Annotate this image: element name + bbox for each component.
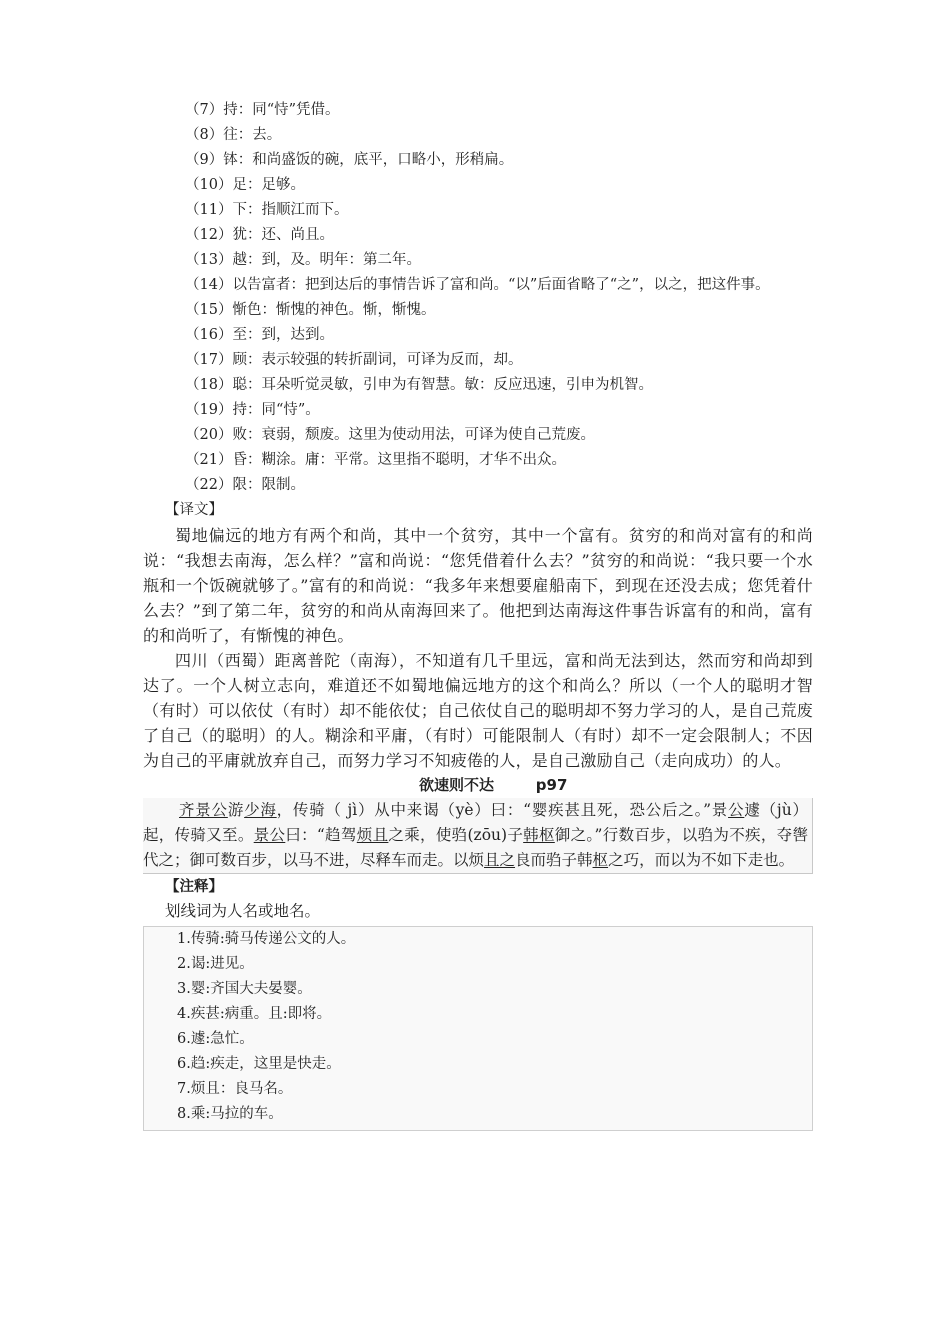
- note-item: （18）聪：耳朵听觉灵敏，引申为有智慧。敏：反应迅速，引申为机智。: [185, 377, 653, 393]
- note-item: （17）顾：表示较强的转折副词，可译为反而，却。: [185, 352, 523, 368]
- underlined-name: 枢: [592, 851, 609, 869]
- story-title: 欲速则不达 p97: [419, 776, 568, 794]
- gloss-item: 3.婴:齐国大夫晏婴。: [177, 981, 312, 997]
- note-item: （22）限：限制。: [185, 477, 305, 493]
- note-item: （14）以告富者：把到达后的事情告诉了富和尚。“以”后面省略了“之”，以之，把这件事。: [185, 277, 770, 293]
- translation-paragraph: 蜀地偏远的地方有两个和尚，其中一个贫穷，其中一个富有。贫穷的和尚对富有的和尚说：“我想去南海，怎么样？”富和尚说：“您凭借着什么去？”贫穷的和尚说：“我只要一个水瓶和一个饭碗就够了。”富有的和尚说：“我多年来想要雇船南下，到现在还没去成；您凭着什么去？”到了第二年，贫穷的和尚从南海回来了。他把到达南海这件事告诉富有的和尚，富有的和尚听了，有惭愧的神色。: [143, 526, 813, 645]
- gloss-item: 7.烦且：良马名。: [177, 1081, 293, 1097]
- underlined-name: 齐景公: [179, 801, 228, 819]
- gloss-box: [143, 926, 813, 1131]
- notes-heading: 【注释】: [165, 878, 223, 895]
- document-page: [143, 98, 813, 1131]
- note-item: （21）昏：糊涂。庸：平常。这里指不聪明，才华不出众。: [185, 452, 566, 468]
- gloss-item: 6.遽:急忙。: [177, 1031, 254, 1047]
- note-item: （15）惭色：惭愧的神色。惭，惭愧。: [185, 302, 436, 318]
- notes-list: [143, 98, 813, 498]
- gloss-item: 2.谒:进见。: [177, 956, 254, 972]
- note-item: （20）败：衰弱，颓废。这里为使动用法，可译为使自己荒废。: [185, 427, 595, 443]
- note-item: （12）犹：还、尚且。: [185, 227, 334, 243]
- note-item: （7）持：同“恃”凭借。: [185, 102, 340, 118]
- note-item: （11）下：指顺江而下。: [185, 202, 349, 218]
- note-item: （13）越：到，及。明年：第二年。: [185, 252, 421, 268]
- underlined-name: 韩枢: [523, 826, 555, 844]
- gloss-item: 4.疾甚:病重。且:即将。: [177, 1006, 332, 1022]
- underlined-name: 景公: [253, 826, 286, 844]
- gloss-item: 1.传骑:骑马传递公文的人。: [177, 931, 356, 947]
- underline-explanation: 划线词为人名或地名。: [165, 902, 321, 920]
- underlined-name: 少海: [244, 801, 277, 819]
- translation-paragraph: 四川（西蜀）距离普陀（南海），不知道有几千里远，富和尚无法到达，然而穷和尚却到达了。一个人树立志向，难道还不如蜀地偏远地方的这个和尚么？所以（一个人的聪明才智（有时）可以依仗（有时）却不能依仗；自己依仗自己的聪明却不努力学习的人，是自己荒废了自己（的聪明）的人。糊涂和平庸，（有时）可能限制人（有时）却不一定会限制人；不因为自己的平庸就放弃自己，而努力学习不知疲倦的人，是自己激励自己（走向成功）的人。: [143, 651, 813, 770]
- gloss-item: 6.趋:疾走，这里是快走。: [177, 1056, 341, 1072]
- note-item: （9）钵：和尚盛饭的碗，底平，口略小，形稍扁。: [185, 152, 514, 168]
- underlined-name: 烦且: [356, 826, 389, 844]
- note-item: （10）足：足够。: [185, 177, 305, 193]
- gloss-item: 8.乘:马拉的车。: [177, 1106, 283, 1122]
- story-text: 齐景公游少海，传骑（ jì）从中来谒（yè）曰：“婴疾甚且死，恐公后之。”景公遽（jù）起，传骑又至。景公曰：“趋驾烦且之乘，使驺(zōu)子韩枢御之。”行数百步，以驺为不疾，夺辔代之；御可数百步，以马不进，尽释车而走。以烦且之良而驺子韩枢之巧，而以为不如下走也。: [143, 798, 813, 874]
- note-item: （8）往：去。: [185, 127, 282, 143]
- note-item: （19）持：同“恃”。: [185, 402, 320, 418]
- translation-heading: 【译文】: [165, 502, 223, 518]
- underlined-name: 公: [728, 801, 745, 819]
- underlined-name: 且之: [484, 851, 516, 869]
- note-item: （16）至：到，达到。: [185, 327, 334, 343]
